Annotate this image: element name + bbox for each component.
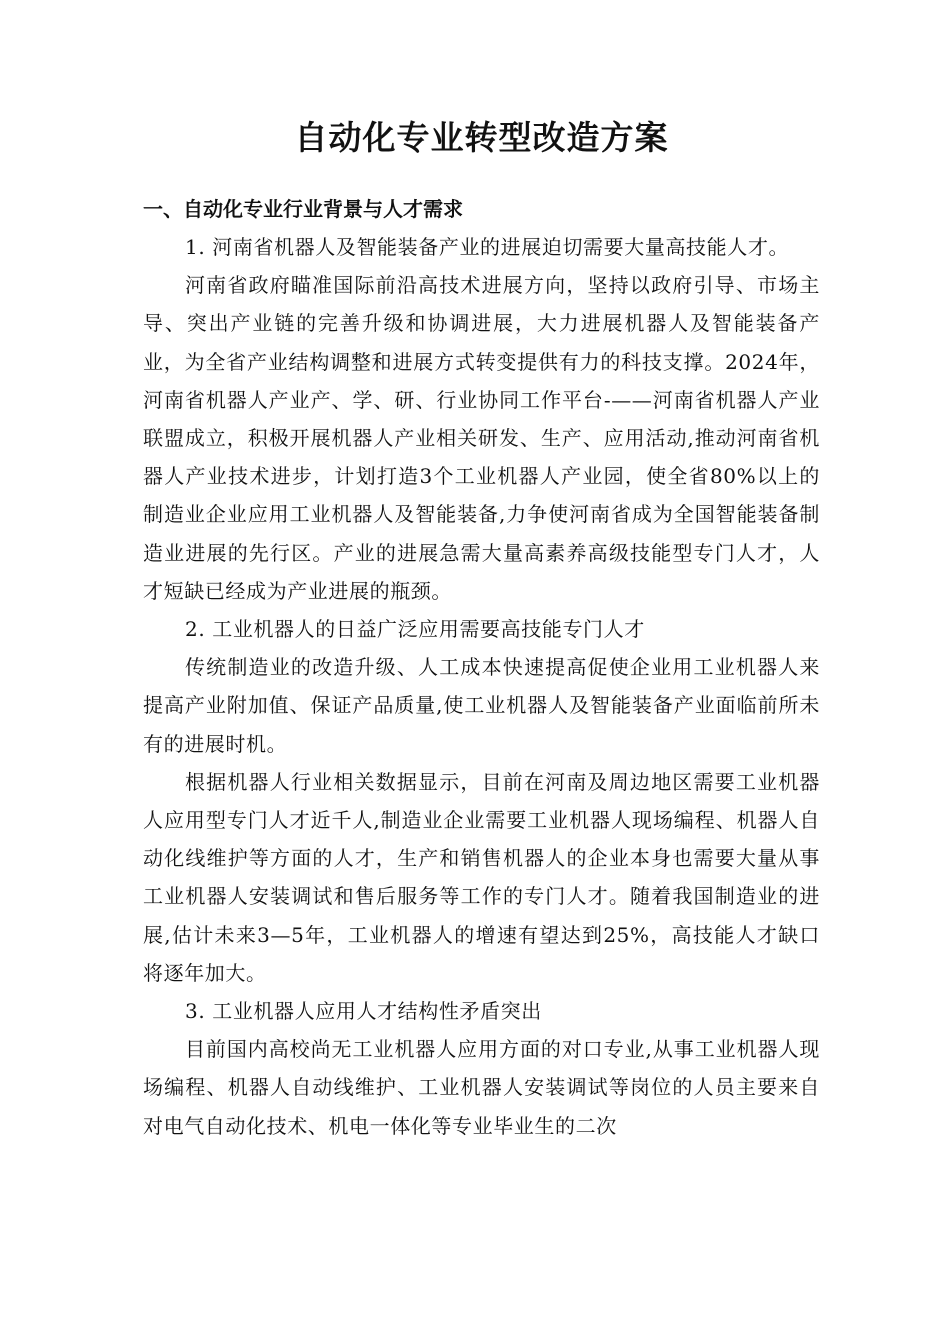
body-paragraph: 河南省政府瞄准国际前沿高技术进展方向，坚持以政府引导、市场主导、突出产业链的完善升级和协调进展，大力进展机器人及智能装备产业，为全省产业结构调整和进展方式转变提供有力的科技支撑。2024年，河南省机器人产业产、学、研、行业协同工作平台-——河南省机器人产业联盟成立，积极开展机器人产业相关研发、生产、应用活动,推动河南省机器人产业技术进步，计划打造3个工业机器人产业园，使全省80%以上的制造业企业应用工业机器人及智能装备,力争使河南省成为全国智能装备制造业进展的先行区。产业的进展急需大量高素养高级技能型专门人才，人才短缺已经成为产业进展的瓶颈。 — [143, 273, 820, 603]
body-paragraph: 目前国内高校尚无工业机器人应用方面的对口专业,从事工业机器人现场编程、机器人自动线维护、工业机器人安装调试等岗位的人员主要来自对电气自动化技术、机电一体化等专业毕业生的二次 — [143, 1037, 820, 1138]
document-title: 自动化专业转型改造方案 — [294, 118, 669, 157]
subsection-heading-1: 1. 河南省机器人及智能装备产业的进展迫切需要大量高技能人才。 — [185, 235, 790, 259]
subsection-heading-2: 2. 工业机器人的日益广泛应用需要高技能专门人才 — [185, 617, 645, 642]
subsection-heading-3: 3. 工业机器人应用人才结构性矛盾突出 — [185, 999, 542, 1024]
body-paragraph: 根据机器人行业相关数据显示，目前在河南及周边地区需要工业机器人应用型专门人才近千人,制造业企业需要工业机器人现场编程、机器人自动化线维护等方面的人才，生产和销售机器人的企业本身也需要大量从事工业机器人安装调试和售后服务等工作的专门人才。随着我国制造业的进展,估计未来3—5年，工业机器人的增速有望达到25%，高技能人才缺口将逐年加大。 — [143, 769, 820, 985]
section-heading: 一、自动化专业行业背景与人才需求 — [143, 197, 463, 221]
body-paragraph: 传统制造业的改造升级、人工成本快速提高促使企业用工业机器人来提高产业附加值、保证产品质量,使工业机器人及智能装备产业面临前所未有的进展时机。 — [143, 655, 820, 756]
